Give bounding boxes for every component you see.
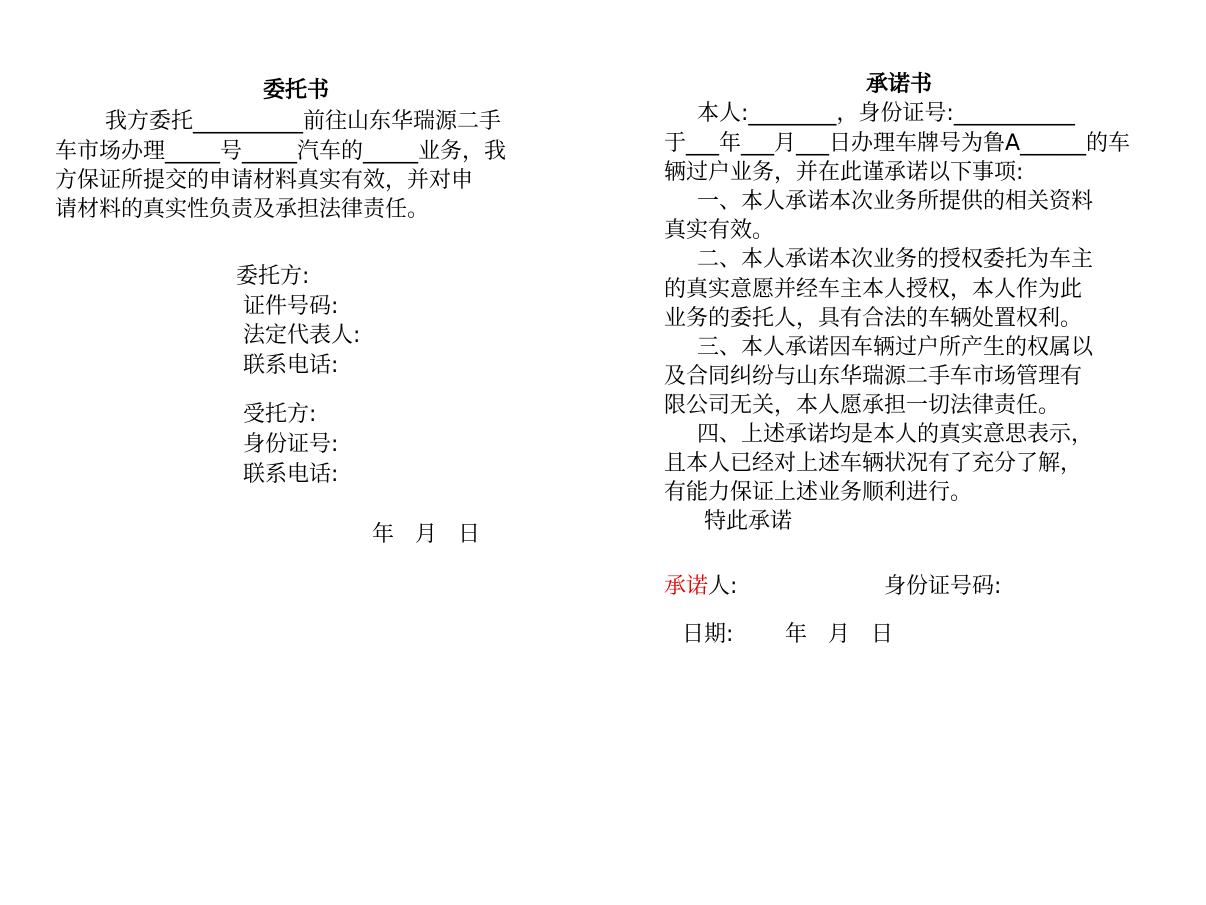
pledge-closing: 特此承诺 <box>704 509 793 534</box>
pledge-line-10: 限公司无关，本人愿承担一切法律责任。 <box>664 393 1061 418</box>
pledge-line-7: 业务的委托人，具有合法的车辆处置权利。 <box>664 306 1083 331</box>
left-body-line-3: 方保证所提交的申请材料真实有效，并对申 <box>55 168 474 193</box>
pledge-line-11: 四、上述承诺均是本人的真实意思表示， <box>697 422 1094 447</box>
pledge-line-12: 且本人已经对上述车辆状况有了充分了解， <box>664 451 1083 476</box>
agent-label: 受托方: <box>243 402 317 427</box>
signer-id-label: 身份证号码: <box>884 574 1002 599</box>
pledge-line-3: 一、本人承诺本次业务所提供的相关资料 <box>697 189 1094 214</box>
pledge-line-8: 三、本人承诺因车辆过户所产生的权属以 <box>697 335 1094 360</box>
left-body-line-1: 我方委托__________前往山东华瑞源二手 <box>105 109 502 134</box>
client-rep-label: 法定代表人: <box>243 323 361 348</box>
left-body-line-2: 车市场办理_____号_____汽车的_____业务，我 <box>55 139 507 164</box>
client-phone-label: 联系电话: <box>243 353 339 378</box>
pledge-line-9: 及合同纠纷与山东华瑞源二手车市场管理有 <box>664 364 1083 389</box>
signer-label <box>664 572 737 602</box>
agent-id-label: 身份证号: <box>243 432 339 457</box>
right-date-label: 日期: <box>682 622 734 647</box>
right-date: 年 月 日 <box>785 622 893 647</box>
client-id-label: 证件号码: <box>243 294 339 319</box>
client-label: 委托方: <box>236 264 310 289</box>
left-date: 年 月 日 <box>372 522 480 547</box>
signer-label-red: 承诺 <box>664 574 709 599</box>
pledge-line-4: 真实有效。 <box>664 218 775 243</box>
left-body-line-4: 请材料的真实性负责及承担法律责任。 <box>55 197 430 222</box>
agent-phone-label: 联系电话: <box>243 462 339 487</box>
left-title: 委托书 <box>263 78 330 103</box>
pledge-line-2: 辆过户业务，并在此谨承诺以下事项: <box>664 160 1024 185</box>
pledge-line-6: 的真实意愿并经车主本人授权，本人作为此 <box>664 277 1083 302</box>
signer-label-rest: 人: <box>708 574 738 599</box>
right-title: 承诺书 <box>866 72 933 97</box>
pledge-line-5: 二、本人承诺本次业务的授权委托为车主 <box>697 247 1094 272</box>
pledge-first-line: 本人:________，身份证号:___________ <box>697 101 1075 126</box>
pledge-line-1: 于___年___月___日办理车牌号为鲁A______的车 <box>664 131 1131 156</box>
pledge-line-13: 有能力保证上述业务顺利进行。 <box>664 480 973 505</box>
